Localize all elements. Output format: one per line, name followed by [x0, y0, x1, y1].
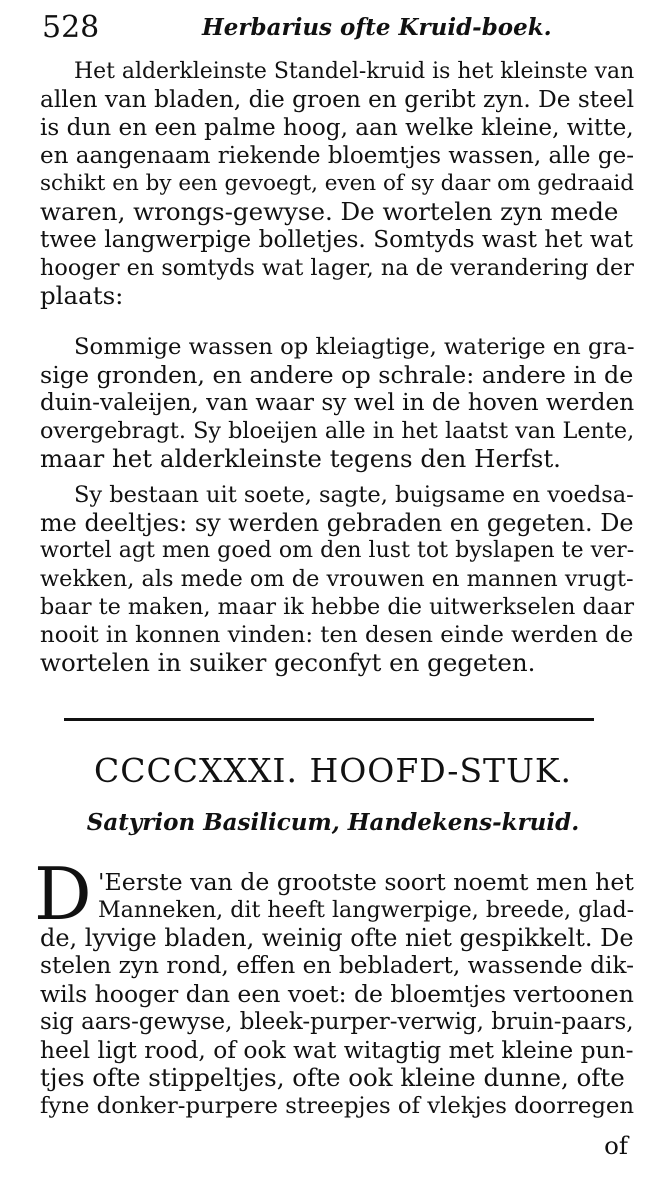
text-line: Het alderkleinste Standel-kruid is het kleinste van [74, 59, 635, 84]
page-number: 528 [42, 10, 100, 45]
text-line: wortelen in suiker geconfyt en gegeten. [40, 648, 536, 677]
text-line: me deeltjes: sy werden gebraden en gegeten. De [40, 509, 634, 537]
text-line: overgebragt. Sy bloeijen alle in het laatst van Lente, [40, 418, 635, 444]
page-header [42, 10, 642, 46]
paragraph-4 [34, 852, 640, 1120]
text-line: stelen zyn rond, effen en bebladert, wassende dik- [40, 952, 634, 979]
text-line: Sommige wassen op kleiagtige, waterige en gra- [74, 334, 635, 360]
chapter-subtitle: Satyrion Basilicum, Handekens-kruid. [86, 809, 580, 836]
text-line: fyne donker-purpere streepjes of vlekjes doorregen [40, 1093, 635, 1119]
text-line: wekken, als mede om de vrouwen en mannen vrugt- [40, 566, 634, 592]
text-line: is dun en een palme hoog, aan welke kleine, witte, [40, 115, 634, 141]
text-line: twee langwerpige bolletjes. Somtyds wast het wat [40, 226, 634, 253]
text-line: Manneken, dit heeft langwerpige, breede, glad- [98, 897, 635, 923]
text-line: 'Eerste van de grootste soort noemt men het [98, 868, 634, 896]
text-line: duin-valeijen, van waar sy wel in de hoven werden [40, 389, 635, 416]
text-line: nooit in konnen vinden: ten desen einde werden de [40, 622, 634, 648]
text-line: sige gronden, en andere op schrale: andere in de [40, 361, 634, 389]
text-line: wortel agt men goed om den lust tot byslapen te ver- [40, 538, 635, 563]
text-line: allen van bladen, die groen en geribt zyn. De steel [40, 86, 635, 113]
section-divider-rule [64, 718, 594, 721]
text-line: wils hooger dan een voet: de bloemtjes vertoonen [40, 980, 634, 1008]
text-line: hooger en somtyds wat lager, na de verandering der [40, 255, 634, 281]
text-line: schikt en by een gevoegt, even of sy daar om gedraaid [40, 171, 635, 196]
text-line: maar het alderkleinste tegens den Herfst. [40, 444, 561, 473]
drop-cap: D [34, 852, 92, 936]
text-line: en aangenaam riekende bloemtjes wassen, alle ge- [40, 143, 634, 169]
text-line: sig aars-gewyse, bleek-purper-verwig, bruin-paars, [40, 1009, 634, 1035]
text-line: tjes ofte stippeltjes, ofte ook kleine dunne, ofte [40, 1063, 625, 1092]
running-title: Herbarius ofte Kruid-boek. [202, 14, 552, 41]
text-line: baar te maken, maar ik hebbe die uitwerkselen daar [40, 594, 635, 620]
catchword: of [604, 1131, 628, 1160]
paragraph-1 [40, 58, 640, 310]
chapter-heading: CCCCXXXI. HOOFD-STUK. [93, 751, 573, 790]
text-line: heel ligt rood, of ook wat witagtig met kleine pun- [40, 1036, 634, 1064]
text-line: plaats: [40, 281, 124, 310]
text-line: Sy bestaan uit soete, sagte, buigsame en voedsa- [74, 482, 634, 508]
paragraph-2 [40, 333, 640, 473]
text-line: waren, wrongs-gewyse. De wortelen zyn mede [40, 197, 619, 226]
text-line: de, lyvige bladen, weinig ofte niet gespikkelt. De [40, 924, 634, 952]
paragraph-3 [40, 481, 640, 677]
